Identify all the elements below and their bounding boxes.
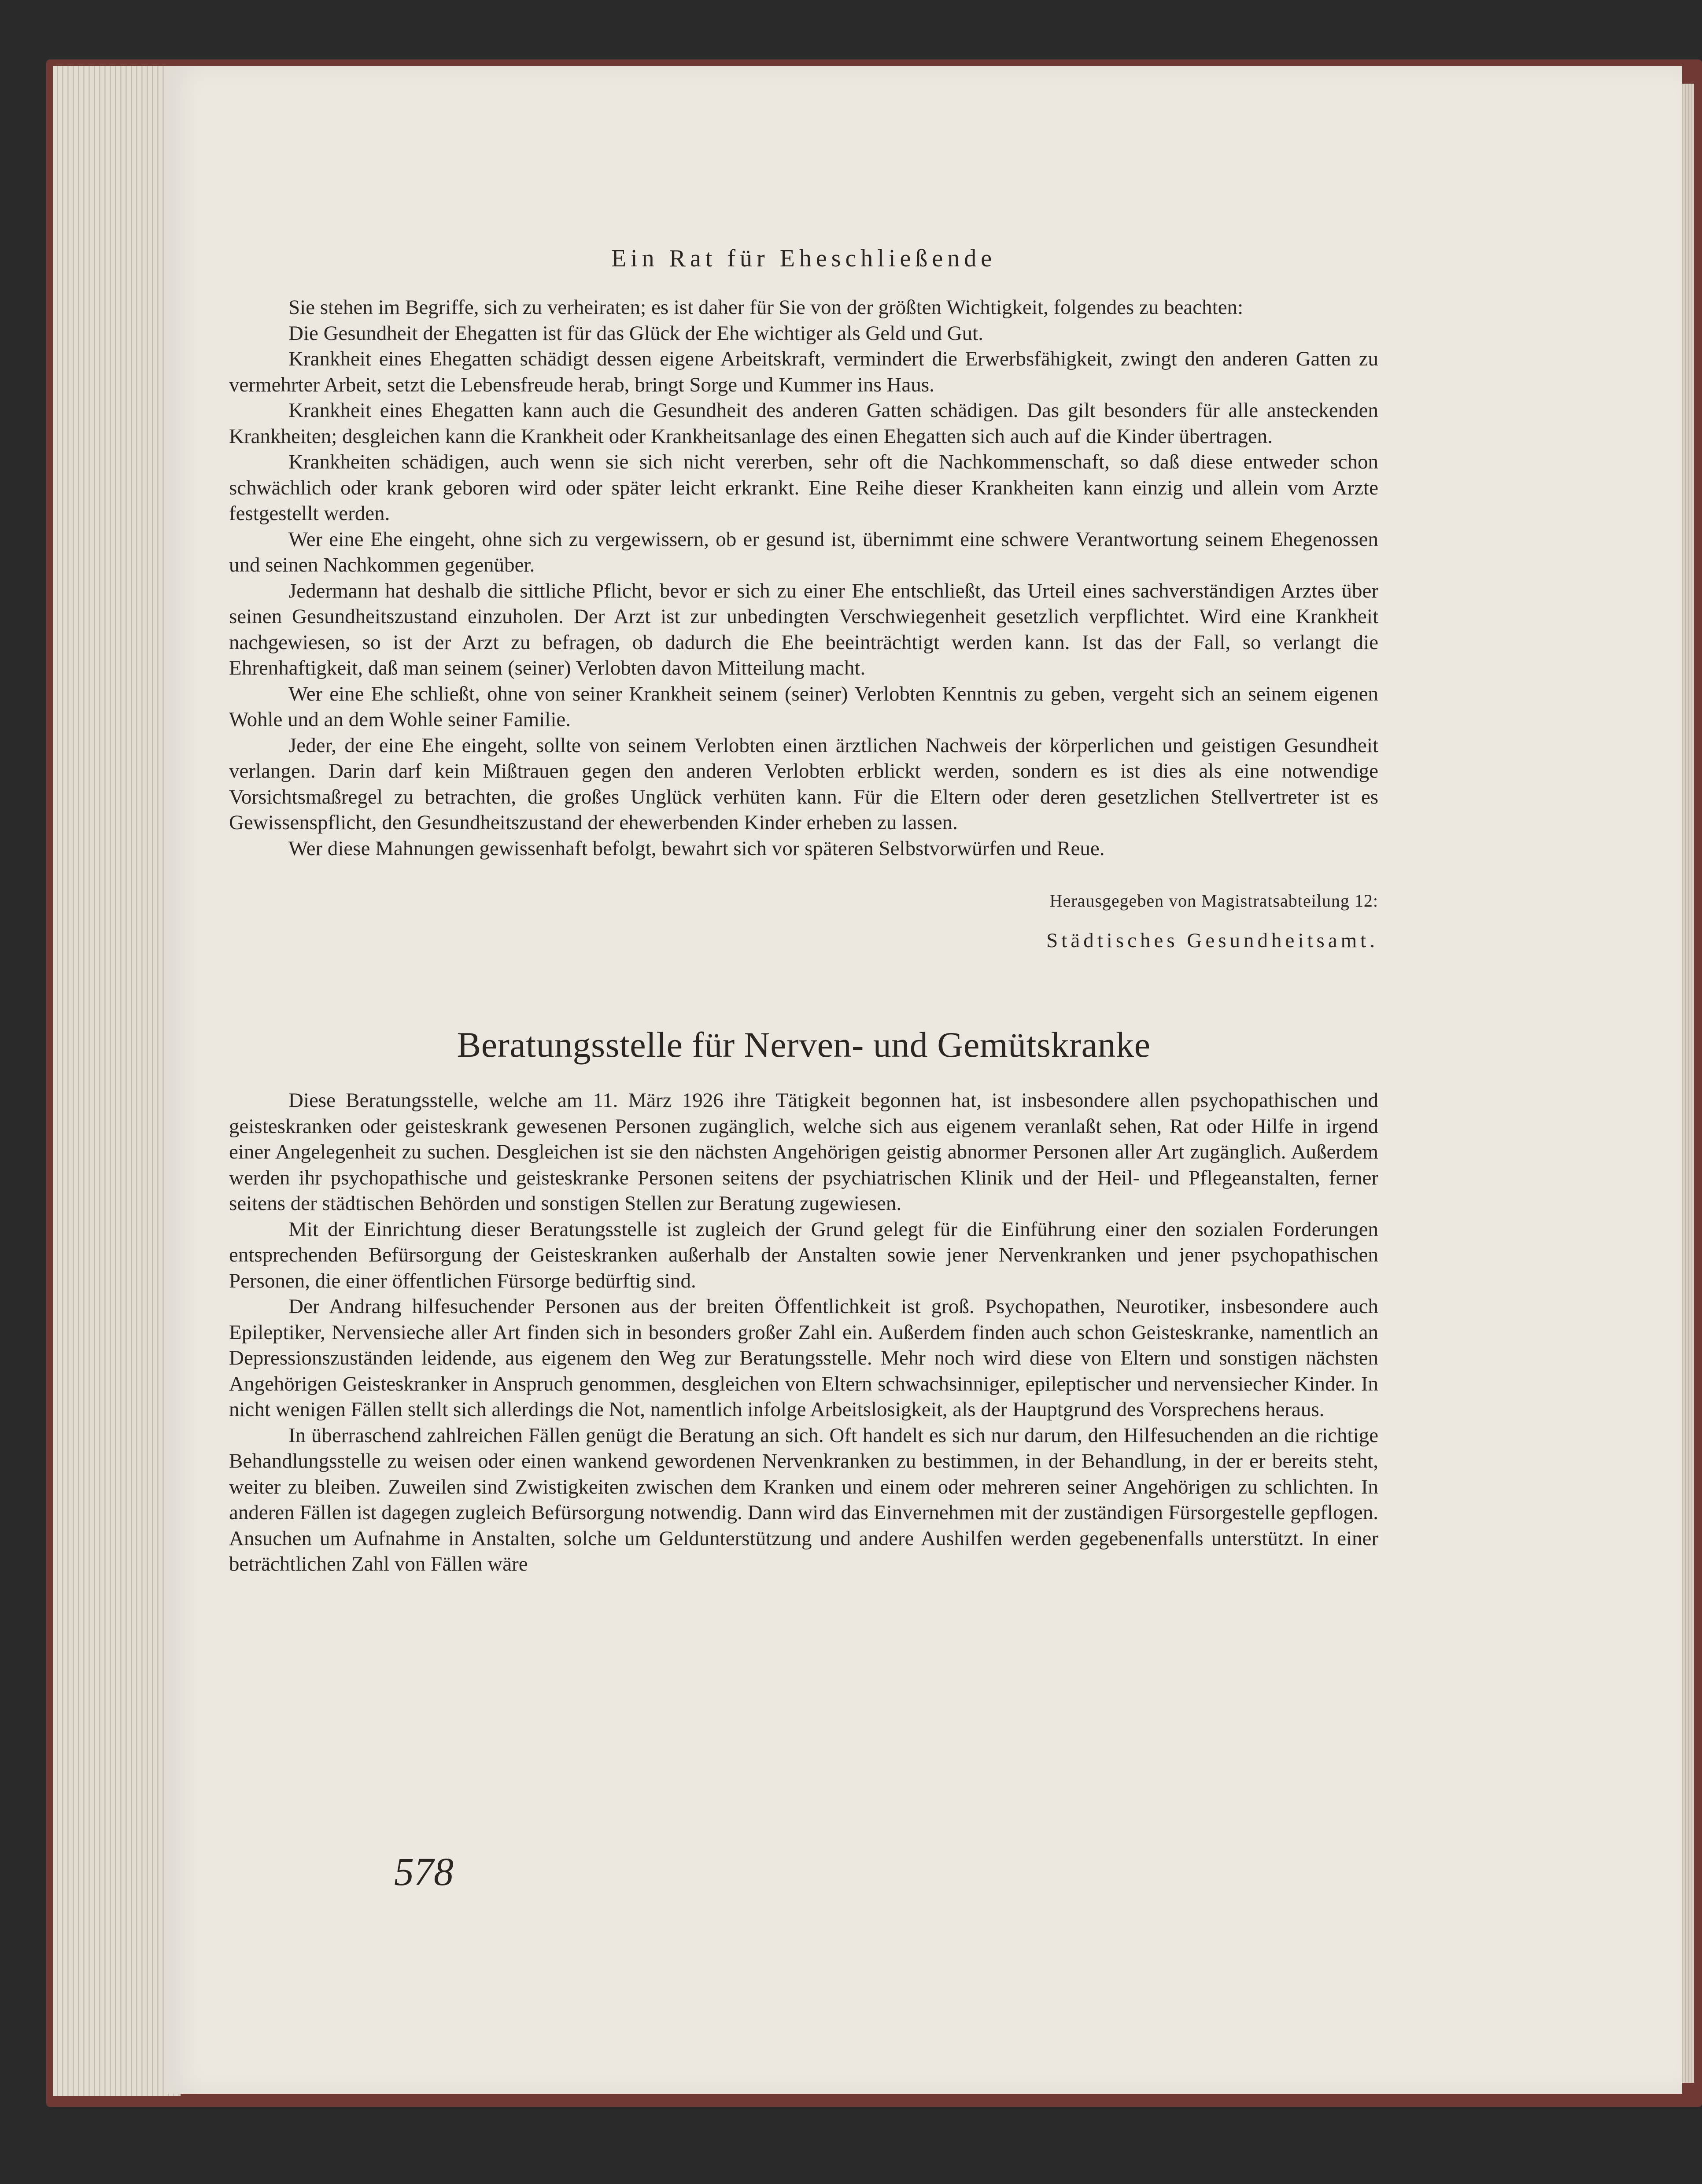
page-content [229, 172, 1378, 1577]
article2-body [229, 1088, 1378, 1577]
article1-paragraph: Die Gesundheit der Ehegatten ist für das Glück der Ehe wichtiger als Geld und Gut. [288, 321, 983, 345]
publisher-signature [229, 888, 1378, 958]
article1-title: Ein Rat für Eheschließende [611, 245, 997, 272]
article1-body [229, 295, 1378, 861]
article2-paragraph: Diese Beratungsstelle, welche am 11. März 1926 ihre Tätigkeit begonnen hat, ist insbesondere allen psychopathischen und geisteskranken oder geisteskrank gewesenen Personen zugänglich, welche sich aus eigenem veranlaßt sehen, Rat oder Hilfe in irgend einer Angelegenheit zu suchen. Desgleichen ist sie den nächsten Angehörigen geistig abnormer Personen aller Art zugänglich. Außerdem werden ihr psychopathische und geisteskranke Personen seitens der psychiatrischen Klinik und der Heil- und Pflegeanstalten, ferner seitens der städtischen Behörden und sonstigen Stellen zur Beratung zugewiesen. [229, 1089, 1378, 1215]
page-edges-left [53, 66, 181, 2096]
article2-paragraph: In überraschend zahlreichen Fällen genügt die Beratung an sich. Oft handelt es sich nur darum, den Hilfesuchenden an die richtige Behandlungsstelle zu weisen oder einen wankend gewordenen Nervenkranken zu bestimmen, in der Behandlung, in der er bereits steht, weiter zu bleiben. Zuweilen sind Zwistigkeiten zwischen dem Kranken und einem oder mehreren seiner Angehörigen zu schlichten. In anderen Fällen ist dagegen zugleich Befürsorgung notwendig. Dann wird das Einvernehmen mit der zuständigen Fürsorgestelle gepflogen. Ansuchen um Aufnahme in Anstalten, solche um Geldunterstützung und andere Aushilfen werden gegebenenfalls unterstützt. In einer beträchtlichen Zahl von Fällen wäre [229, 1424, 1378, 1575]
article2-paragraph: Der Andrang hilfesuchender Personen aus der breiten Öffentlichkeit ist groß. Psychopathen, Neurotiker, insbesondere auch Epileptiker, Nervensieche aller Art finden sich in besonders großer Zahl ein. Außerdem finden auch schon Geisteskranke, namentlich an Depressionszuständen leidende, aus eigenem den Weg zur Beratungsstelle. Mehr noch wird diese von Eltern und sonstigen nächsten Angehörigen Geisteskranker in Anspruch genommen, desgleichen von Eltern schwachsinniger, epileptischer und nervensiecher Kinder. In nicht wenigen Fällen stellt sich allerdings die Not, namentlich infolge Arbeitslosigkeit, als der Hauptgrund des Vorsprechens heraus. [229, 1295, 1378, 1421]
article1-paragraph: Krankheit eines Ehegatten kann auch die Gesundheit des anderen Gatten schädigen. Das gilt besonders für alle ansteckenden Krankheiten; desgleichen kann die Krankheit oder Krankheitsanlage des einen Ehegatten sich auch auf die Kinder übertragen. [229, 399, 1378, 448]
article1-paragraph: Wer eine Ehe schließt, ohne von seiner Krankheit seinem (seiner) Verlobten Kenntnis zu geben, vergeht sich an seinem eigenen Wohle und an dem Wohle seiner Familie. [229, 682, 1378, 731]
page-number: 578 [394, 1850, 454, 1894]
article1-paragraph: Jedermann hat deshalb die sittliche Pflicht, bevor er sich zu einer Ehe entschließt, das Urteil eines sachverständigen Arztes über seinen Gesundheitszustand einzuholen. Der Arzt ist zur unbedingten Verschwiegenheit gesetzlich verpflichtet. Wird eine Krankheit nachgewiesen, so ist der Arzt zu befragen, ob dadurch die Ehe beeinträchtigt werden kann. Ist das der Fall, so verlangt die Ehrenhaftigkeit, daß man seinem (seiner) Verlobten davon Mitteilung macht. [229, 579, 1378, 679]
article2-paragraph: Mit der Einrichtung dieser Beratungsstelle ist zugleich der Grund gelegt für die Einführung einer den sozialen Forderungen entsprechenden Befürsorgung der Geisteskranken außerhalb der Anstalten sowie jener Nervenkranken und jener psychopathischen Personen, die einer öffentlichen Fürsorge bedürftig sind. [229, 1217, 1378, 1292]
article1-paragraph: Krankheiten schädigen, auch wenn sie sich nicht vererben, sehr oft die Nachkommenschaft, so daß diese entweder schon schwächlich oder krank geboren wird oder später leicht erkrankt. Eine Reihe dieser Krankheiten kann einzig und allein vom Arzte festgestellt werden. [229, 450, 1378, 525]
article1-paragraph: Krankheit eines Ehegatten schädigt dessen eigene Arbeitskraft, vermindert die Erwerbsfähigkeit, zwingt den anderen Gatten zu vermehrter Arbeit, setzt die Lebensfreude herab, bringt Sorge und Kummer ins Haus. [229, 347, 1378, 396]
article1-paragraph: Sie stehen im Begriffe, sich zu verheiraten; es ist daher für Sie von der größten Wichtigkeit, folgendes zu beachten: [288, 296, 1244, 319]
article1-paragraph: Wer eine Ehe eingeht, ohne sich zu vergewissern, ob er gesund ist, übernimmt eine schwere Verantwortung seinem Ehegenossen und seinen Nachkommen gegenüber. [229, 528, 1378, 576]
publisher-line: Herausgegeben von Magistratsabteilung 12: [1049, 891, 1378, 911]
publisher-name: Städtisches Gesundheitsamt. [1046, 929, 1378, 952]
article1-paragraph: Jeder, der eine Ehe eingeht, sollte von seinem Verlobten einen ärztlichen Nachweis der körperlichen und geistigen Gesundheit verlangen. Darin darf kein Mißtrauen gegen den anderen Verlobten erblickt werden, sondern es ist dies als eine notwendige Vorsichtsmaßregel zu betrachten, die großes Unglück verhüten kann. Für die Eltern oder deren gesetzlichen Stellvertreter ist es Gewissenspflicht, den Gesundheitszustand der ehewerbenden Kinder erheben zu lassen. [229, 734, 1378, 834]
article2-title: Beratungsstelle für Nerven- und Gemütskranke [457, 1025, 1151, 1065]
article1-paragraph: Wer diese Mahnungen gewissenhaft befolgt, bewahrt sich vor späteren Selbstvorwürfen und Reue. [288, 837, 1105, 860]
